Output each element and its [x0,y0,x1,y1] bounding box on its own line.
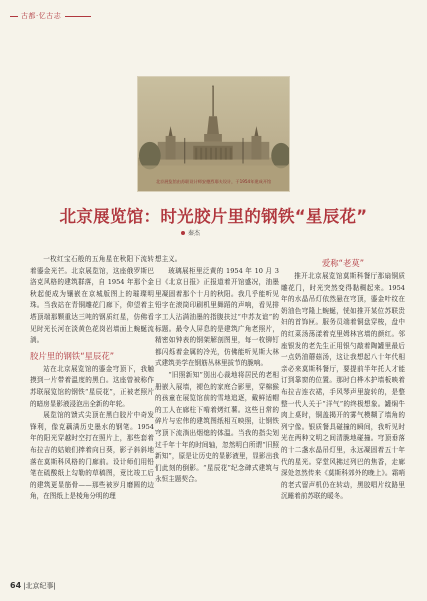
byline [181,228,200,237]
section-tag [10,11,91,21]
paragraph: 站在北京展览馆的鎏金穹顶下，我触摸到一片带着温度的黑白。这座曾被称作苏联展览馆的钢铁“星辰花”，正被老照片的暗房显影液浸泡出全新的年轮。 [30,364,154,408]
historic-photo [137,76,290,192]
subheading: 胶片里的钢铁“星辰花” [30,350,115,361]
magazine-name: |北京纪事| [23,582,56,590]
page-footer [10,581,56,591]
article-title: 北京展览馆：时光胶片里的钢铁“星辰花” [59,207,368,226]
author-bullet-icon [181,231,185,235]
article-column-2 [155,254,279,486]
article-column-3 [281,254,405,503]
paragraph: 展览馆的馈式尖顶在黑白胶片中奇发锋利，像克藕满历史墨水的钢笔。1954 年的阳光穿越时空打在照片上，那些套着布拉吉的姑娘们捧着向日葵，影子斜斜地落在莫斯科风格的门廊前。设计师们用铅笔在硫酸纸上勾勒的草稿图，竟比竣工后的建筑更显筋骨——那些被岁月磨圆的边角，在图纸上是棱角分明的理 [30,411,154,501]
paragraph: 推开北京展览馆莫斯科餐厅那扇铜质雕花门，时光突然变得黏稠起来。1954 年的水晶吊灯依然悬在穹顶，鎏金叶纹在奶油色穹隆上蜿蜒，恍如推开某位苏联贵妇的首饰匣。服务员端着铜盘穿梭，盘中的红菜汤荡漾着克里姆林宫墙的颜红。邻座银发的老先生正用银勺敲着陶罐里最后一点奶油蘑菇汤，这让我想起八十年代相亲必来莫斯科餐厅，要提前半年托人才能订到靠窗的位置。那时白桦木护墙板映着布拉吉连衣裙，手风琴声里旋转的，是整整一代人关于“洋气”的终极想象。罐焖牛肉上桌时，铜盖揭开的雾气模糊了墙角的列宁像。银质餐具碰撞的瞬间，我听见时光在两种文明之间清脆地碰撞。穹顶垂落的十二盏水晶吊灯里，永远凝固着五十年代的星光。穿堂风拂过列巴的焦香，走廊深处忽然传来《莫斯科郊外的晚上》。霜哨的老式留声机仍在转动，黑胶唱片纹路里沉睡着前苏联的暖冬。 [281,272,405,501]
subheading: 爱称“老莫” [321,258,365,268]
paragraph: 想主义。 [155,255,182,263]
author-name: 秦杰 [188,230,201,237]
paragraph: 一枚红宝石般的五角星在秋阳下流转着鎏金光芒。北京展览馆，这座俄罗斯巴洛克风格的建筑群落，自 1954 年那个金秋起便成为镶嵌在京城版图上的璀璨明珠。当我站在青铜雕花门廊下，仰望着主塔顶端那颗重达三吨的钢质红星，仿佛看见时光长河在淡黄色花岗岩墙面上蜿蜒流淌。 [30,255,154,345]
section-label: 古都·忆古志 [21,12,62,20]
section-rule [10,16,18,17]
paragraph: 玻璃展柜里泛黄的 1954 年 10 月 3 日《北京日报》正报道着开馆盛况，油墨里凝固着那个十月的秋阳。我几乎能听见铅字在滚筒印刷机里舞蹈的声响，看见排字工人沾满油墨的指腹扶过“中苏友谊”的标题。最令人屏息的是建筑广角老照片，精密如钟表的钢架解剖图里，每一枚铆钉都闪烁着金属的冷光，仿佛能听见斯大林式建筑美学在钢筋丛林里拔节的脆响。 [155,266,279,368]
page-number: 64 [10,581,22,590]
exhibition-hall-image [138,77,289,191]
photo-caption: 北京展览馆由苏联设计师安德烈耶夫设计，于1954年建成开馆 [155,179,272,184]
article-column-1 [30,254,154,503]
paragraph: “旧照新知”别出心裁地将居民的老相册嵌入展墙，褪色的家庭合影里，穿棉猴的孩童在展览馆前的雪地追逐，戴鲜适帽的工人在廊柱下啃着烤红薯。这些日常的碎片与宏伟的建筑图纸相互映照，让钢铁穹顶下流淌出烟熄的体温。当我的指尖划过千年十年的时间轴，忽然明白所谓“旧照新知”，原是让历史的显影液里，显影出我们此刻的倒影。“星辰花”纪念碑式建筑与永恒主题契合。 [155,370,279,484]
section-rule-long [65,16,91,17]
